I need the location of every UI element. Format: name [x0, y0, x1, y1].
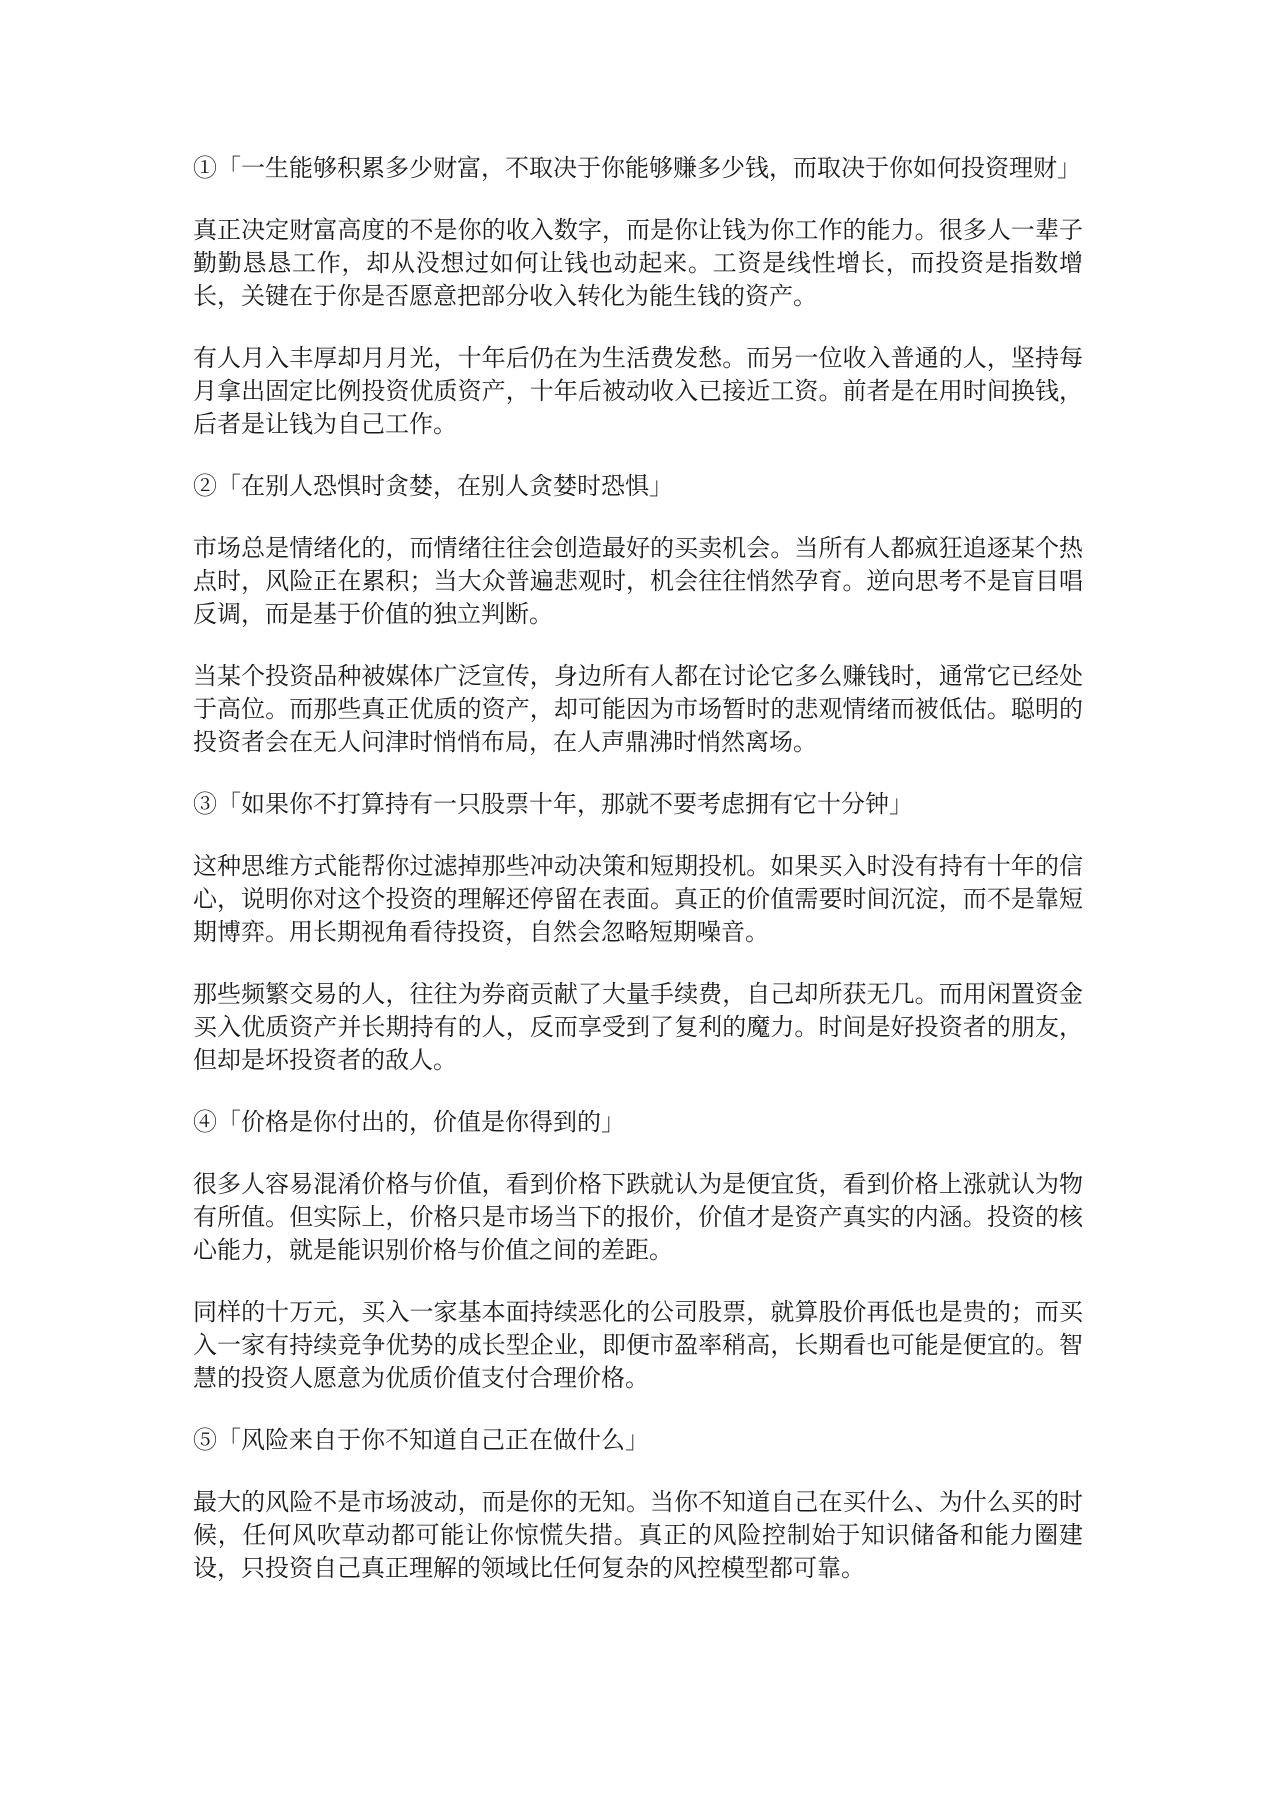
paragraph: 那些频繁交易的人，往往为券商贡献了大量手续费，自己却所获无几。而用闲置资金买入优质资产并长期持有的人，反而享受到了复利的魔力。时间是好投资者的朋友，但却是坏投资者的敌人。	[193, 980, 1083, 1074]
section-2	[193, 470, 1083, 759]
section-1	[193, 152, 1083, 441]
paragraph: 真正决定财富高度的不是你的收入数字，而是你让钱为你工作的能力。很多人一辈子勤勤恳恳工作，却从没想过如何让钱也动起来。工资是线性增长，而投资是指数增长，关键在于你是否愿意把部分收入转化为能生钱的资产。	[193, 216, 1083, 310]
section-5	[193, 1424, 1083, 1585]
document-body	[193, 152, 1083, 1614]
paragraph: 这种思维方式能帮你过滤掉那些冲动决策和短期投机。如果买入时没有持有十年的信心，说明你对这个投资的理解还停留在表面。真正的价值需要时间沉淀，而不是靠短期博弈。用长期视角看待投资，自然会忽略短期噪音。	[193, 852, 1083, 946]
section-heading: ②「在别人恐惧时贪婪，在别人贪婪时恐惧」	[193, 472, 673, 500]
paragraph: 当某个投资品种被媒体广泛宣传，身边所有人都在讨论它多么赚钱时，通常它已经处于高位。而那些真正优质的资产，却可能因为市场暂时的悲观情绪而被低估。聪明的投资者会在无人问津时悄悄布局，在人声鼎沸时悄然离场。	[193, 662, 1083, 756]
section-heading: ④「价格是你付出的，价值是你得到的」	[193, 1108, 625, 1136]
paragraph: 最大的风险不是市场波动，而是你的无知。当你不知道自己在买什么、为什么买的时候，任何风吹草动都可能让你惊慌失措。真正的风险控制始于知识储备和能力圈建设，只投资自己真正理解的领域比任何复杂的风控模型都可靠。	[193, 1488, 1083, 1582]
section-3	[193, 788, 1083, 1077]
paragraph: 有人月入丰厚却月月光，十年后仍在为生活费发愁。而另一位收入普通的人，坚持每月拿出固定比例投资优质资产，十年后被动收入已接近工资。前者是在用时间换钱，后者是让钱为自己工作。	[193, 344, 1083, 438]
section-heading: ③「如果你不打算持有一只股票十年，那就不要考虑拥有它十分钟」	[193, 790, 913, 818]
paragraph: 市场总是情绪化的，而情绪往往会创造最好的买卖机会。当所有人都疯狂追逐某个热点时，风险正在累积；当大众普遍悲观时，机会往往悄然孕育。逆向思考不是盲目唱反调，而是基于价值的独立判断。	[193, 534, 1083, 628]
section-heading: ⑤「风险来自于你不知道自己正在做什么」	[193, 1426, 649, 1454]
paragraph: 很多人容易混淆价格与价值，看到价格下跌就认为是便宜货，看到价格上涨就认为物有所值。但实际上，价格只是市场当下的报价，价值才是资产真实的内涵。投资的核心能力，就是能识别价格与价值之间的差距。	[193, 1170, 1083, 1264]
section-4	[193, 1106, 1083, 1395]
section-heading: ①「一生能够积累多少财富，不取决于你能够赚多少钱，而取决于你如何投资理财」	[193, 154, 1081, 182]
paragraph: 同样的十万元，买入一家基本面持续恶化的公司股票，就算股价再低也是贵的；而买入一家有持续竞争优势的成长型企业，即便市盈率稍高，长期看也可能是便宜的。智慧的投资人愿意为优质价值支付合理价格。	[193, 1298, 1083, 1392]
